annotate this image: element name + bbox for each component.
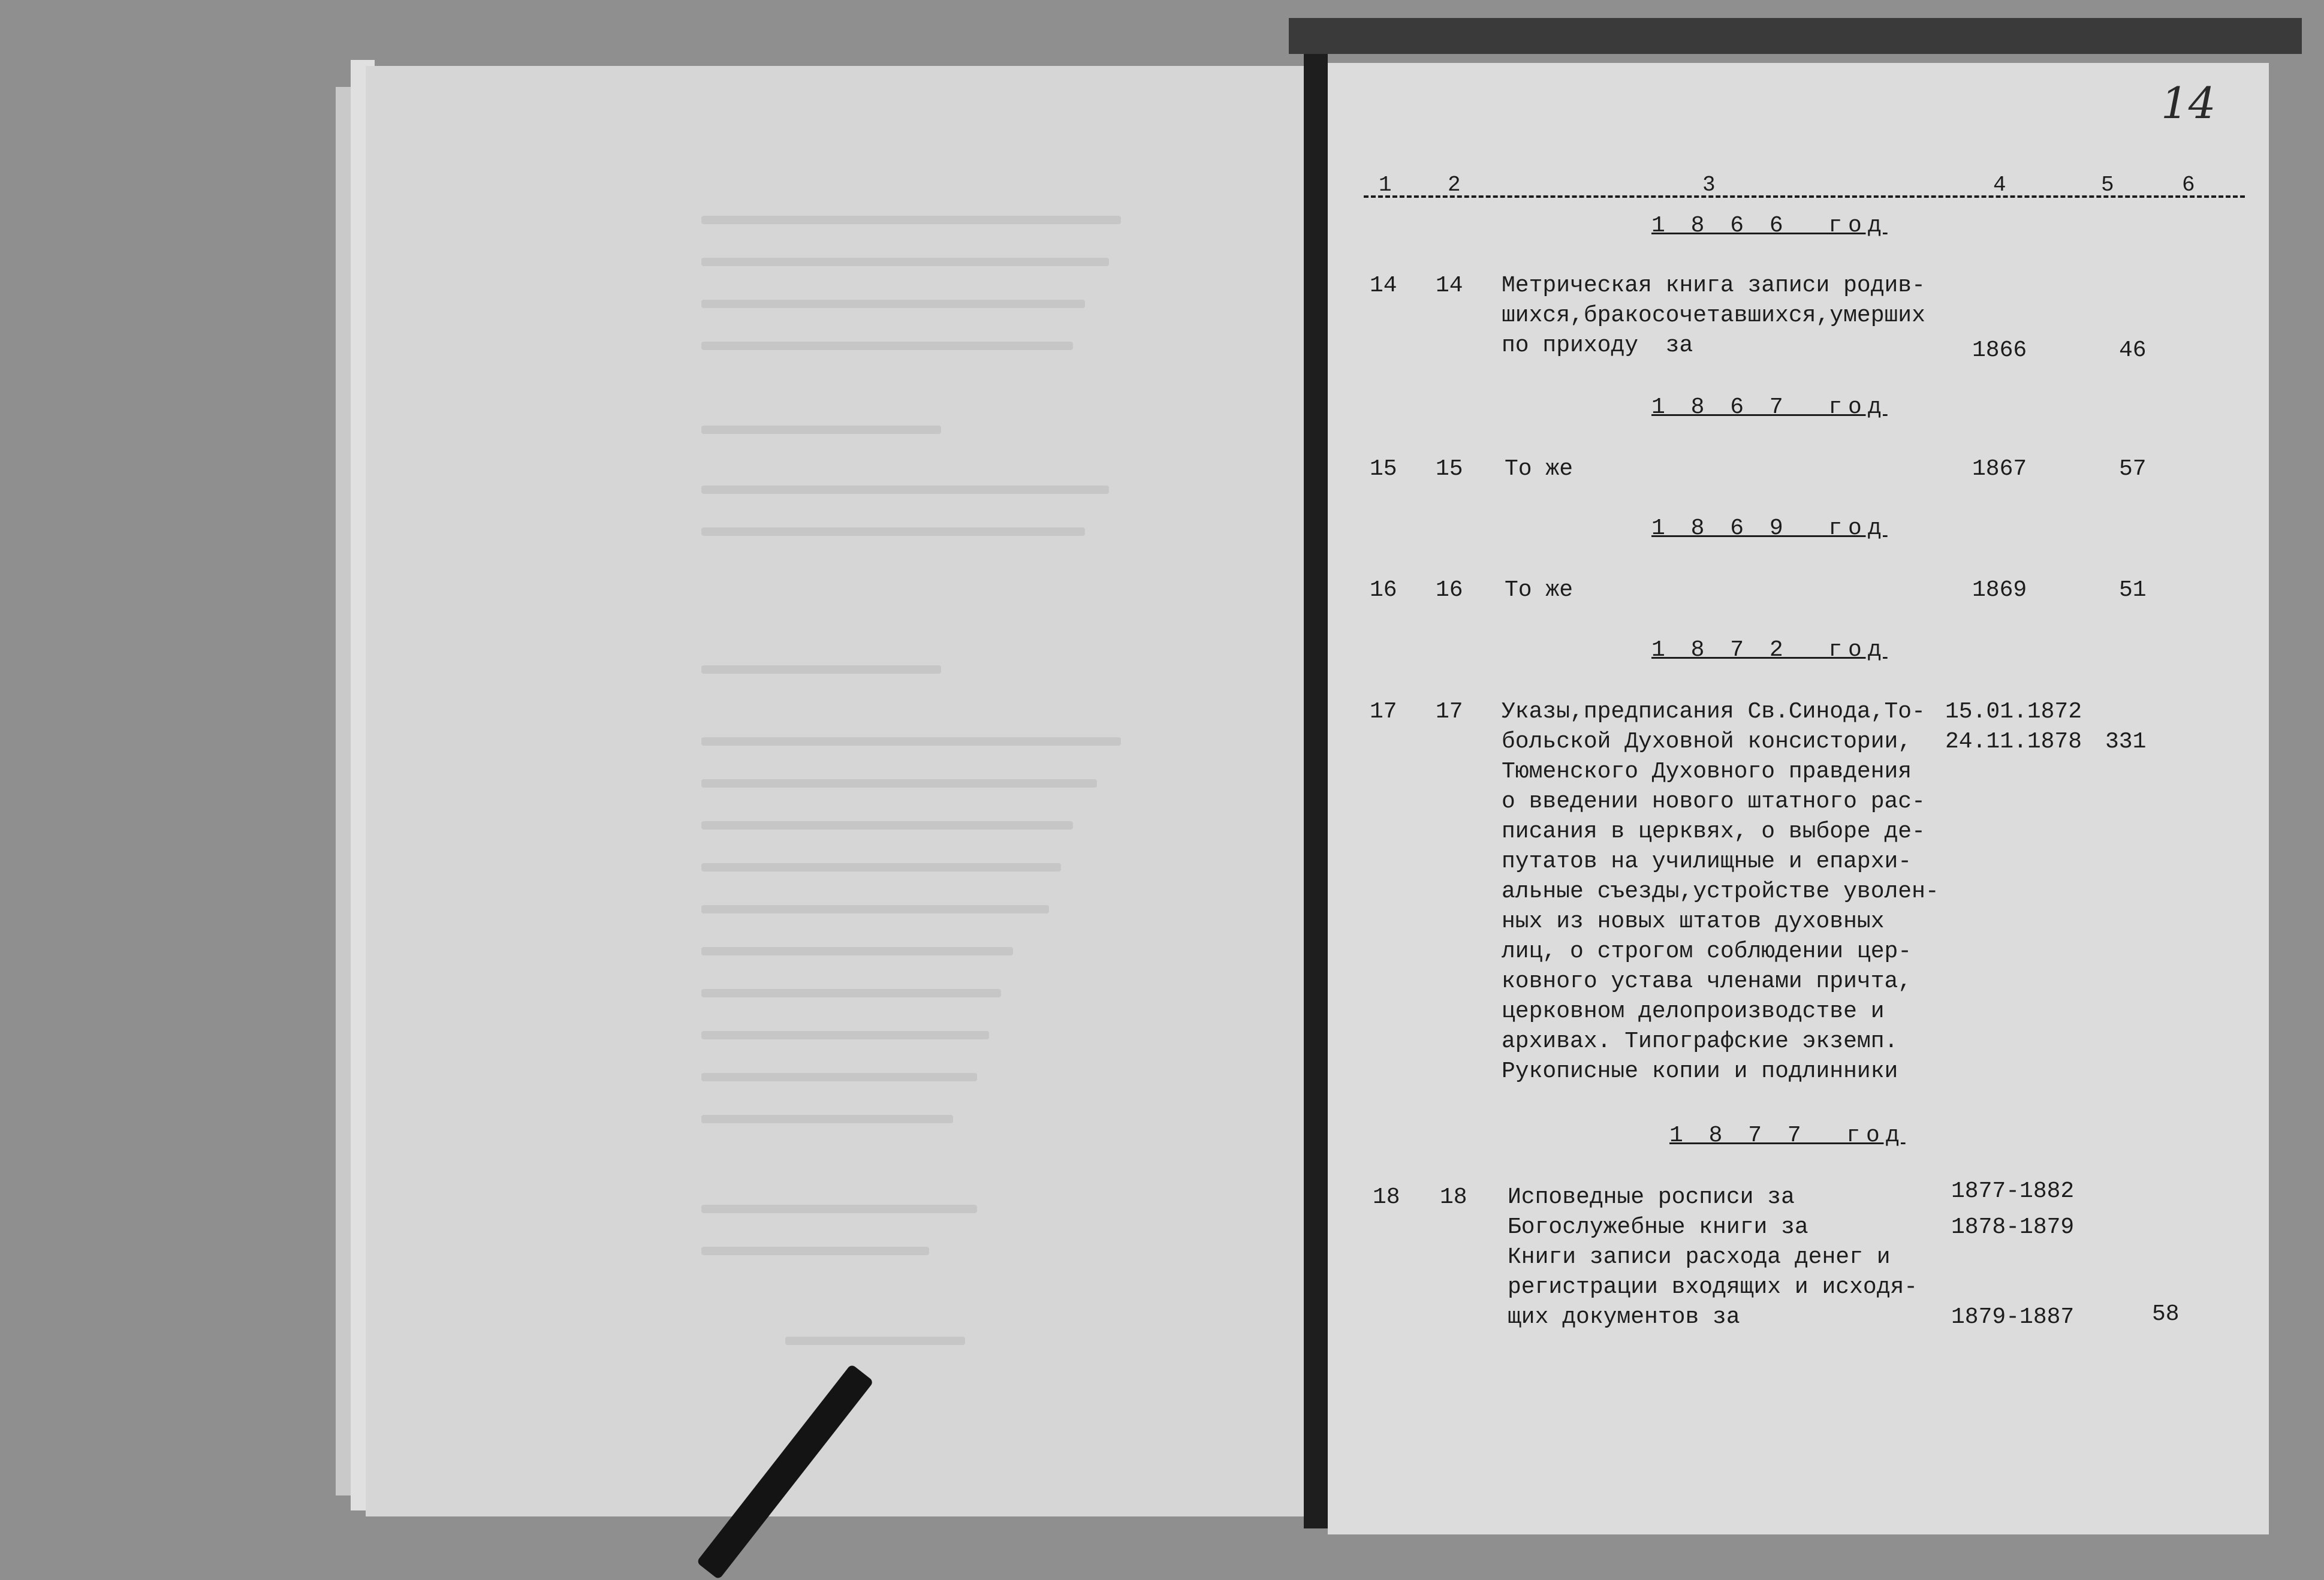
entry-col2: 17 xyxy=(1436,699,1463,725)
header-col2: 2 xyxy=(1448,173,1461,197)
entry-text-line: шихся,бракосочетавшихся,умерших xyxy=(1502,303,1925,328)
bleed-through-line xyxy=(701,1073,977,1081)
entry-date: 1869 xyxy=(1972,577,2027,603)
entry-text-line: То же xyxy=(1505,577,1574,603)
entry-sheets: 46 xyxy=(2119,337,2147,363)
header-col4: 4 xyxy=(1993,173,2006,197)
entry-text-line: Метрическая книга записи родив- xyxy=(1502,273,1925,298)
bleed-through-line xyxy=(701,821,1073,830)
bleed-through-line xyxy=(701,947,1013,955)
entry-text-line: путатов на училищные и епархи- xyxy=(1502,849,1912,875)
entry-date: 1878-1879 xyxy=(1951,1214,2075,1240)
entry-col2: 15 xyxy=(1436,456,1463,482)
entry-sheets: 51 xyxy=(2119,577,2147,603)
entry-text-line: Тюменского Духовного правдения xyxy=(1502,759,1912,785)
entry-col1: 14 xyxy=(1370,273,1397,298)
bleed-through-line xyxy=(701,426,941,434)
bleed-through-line xyxy=(701,1115,953,1123)
entry-col2: 16 xyxy=(1436,577,1463,603)
entry-col2: 14 xyxy=(1436,273,1463,298)
entry-col1: 16 xyxy=(1370,577,1397,603)
entry-sheets: 331 xyxy=(2105,729,2147,755)
year-heading: 1 8 6 6 год xyxy=(1651,213,1888,239)
entry-date: 1877-1882 xyxy=(1951,1178,2075,1204)
bleed-through-line xyxy=(701,1247,929,1255)
bleed-through-line xyxy=(701,258,1109,266)
entry-text-line: Указы,предписания Св.Синода,То- xyxy=(1502,699,1925,725)
header-col6: 6 xyxy=(2182,173,2195,197)
bleed-through-line xyxy=(701,905,1049,913)
entry-date: 1867 xyxy=(1972,456,2027,482)
bleed-through-line xyxy=(701,989,1001,997)
bleed-through-line xyxy=(701,300,1085,308)
bleed-through-line xyxy=(701,779,1097,788)
entry-date: 24.11.1878 xyxy=(1945,729,2082,755)
entry-text-line: писания в церквях, о выборе де- xyxy=(1502,819,1925,845)
entry-text-line: альные съезды,устройстве уволен- xyxy=(1502,879,1939,904)
background-edge-top xyxy=(1289,18,2302,54)
entry-text-line: лиц, о строгом соблюдении цер- xyxy=(1502,939,1912,964)
entry-col1: 15 xyxy=(1370,456,1397,482)
entry-text-line: по приходу за xyxy=(1502,333,1693,358)
left-page xyxy=(366,66,1313,1516)
entry-text-line: больской Духовной консистории, xyxy=(1502,729,1912,755)
bleed-through-line xyxy=(701,1031,989,1039)
bleed-through-line xyxy=(701,486,1109,494)
entry-text-line: ных из новых штатов духовных xyxy=(1502,909,1885,934)
bleed-through-line xyxy=(785,1337,965,1345)
entry-date: 1866 xyxy=(1972,337,2027,363)
header-col3: 3 xyxy=(1702,173,1716,197)
bleed-through-line xyxy=(701,863,1061,872)
entry-text-line: Исповедные росписи за xyxy=(1508,1184,1795,1210)
entry-date: 15.01.1872 xyxy=(1945,699,2082,725)
entry-col1: 17 xyxy=(1370,699,1397,725)
year-heading: 1 8 7 7 год xyxy=(1669,1123,1906,1148)
entry-text-line: Рукописные копии и подлинники xyxy=(1502,1059,1898,1084)
entry-text-line: о введении нового штатного рас- xyxy=(1502,789,1925,815)
year-heading: 1 8 7 2 год xyxy=(1651,637,1888,663)
entry-text-line: архивах. Типографские экземп. xyxy=(1502,1029,1898,1054)
bleed-through-line xyxy=(701,527,1085,536)
book-spine xyxy=(1304,54,1328,1528)
bleed-through-line xyxy=(701,737,1121,746)
bleed-through-line xyxy=(701,665,941,674)
entry-sheets: 58 xyxy=(2152,1301,2180,1327)
header-col1: 1 xyxy=(1379,173,1392,197)
page-number: 14 xyxy=(2161,78,2216,128)
entry-text-line: То же xyxy=(1505,456,1574,482)
entry-sheets: 57 xyxy=(2119,456,2147,482)
entry-date: 1879-1887 xyxy=(1951,1304,2075,1330)
year-heading: 1 8 6 9 год xyxy=(1651,515,1888,541)
entry-text-line: регистрации входящих и исходя- xyxy=(1508,1274,1918,1300)
entry-text-line: щих документов за xyxy=(1508,1304,1740,1330)
entry-text-line: ковного устава членами причта, xyxy=(1502,969,1912,994)
entry-col2: 18 xyxy=(1440,1184,1467,1210)
entry-col1: 18 xyxy=(1373,1184,1400,1210)
entry-text-line: Книги записи расхода денег и xyxy=(1508,1244,1891,1270)
entry-text-line: церковном делопроизводстве и xyxy=(1502,999,1885,1024)
year-heading: 1 8 6 7 год xyxy=(1651,394,1888,420)
bleed-through-line xyxy=(701,342,1073,350)
header-col5: 5 xyxy=(2101,173,2114,197)
bleed-through-line xyxy=(701,216,1121,224)
bleed-through-line xyxy=(701,1205,977,1213)
entry-text-line: Богослужебные книги за xyxy=(1508,1214,1808,1240)
